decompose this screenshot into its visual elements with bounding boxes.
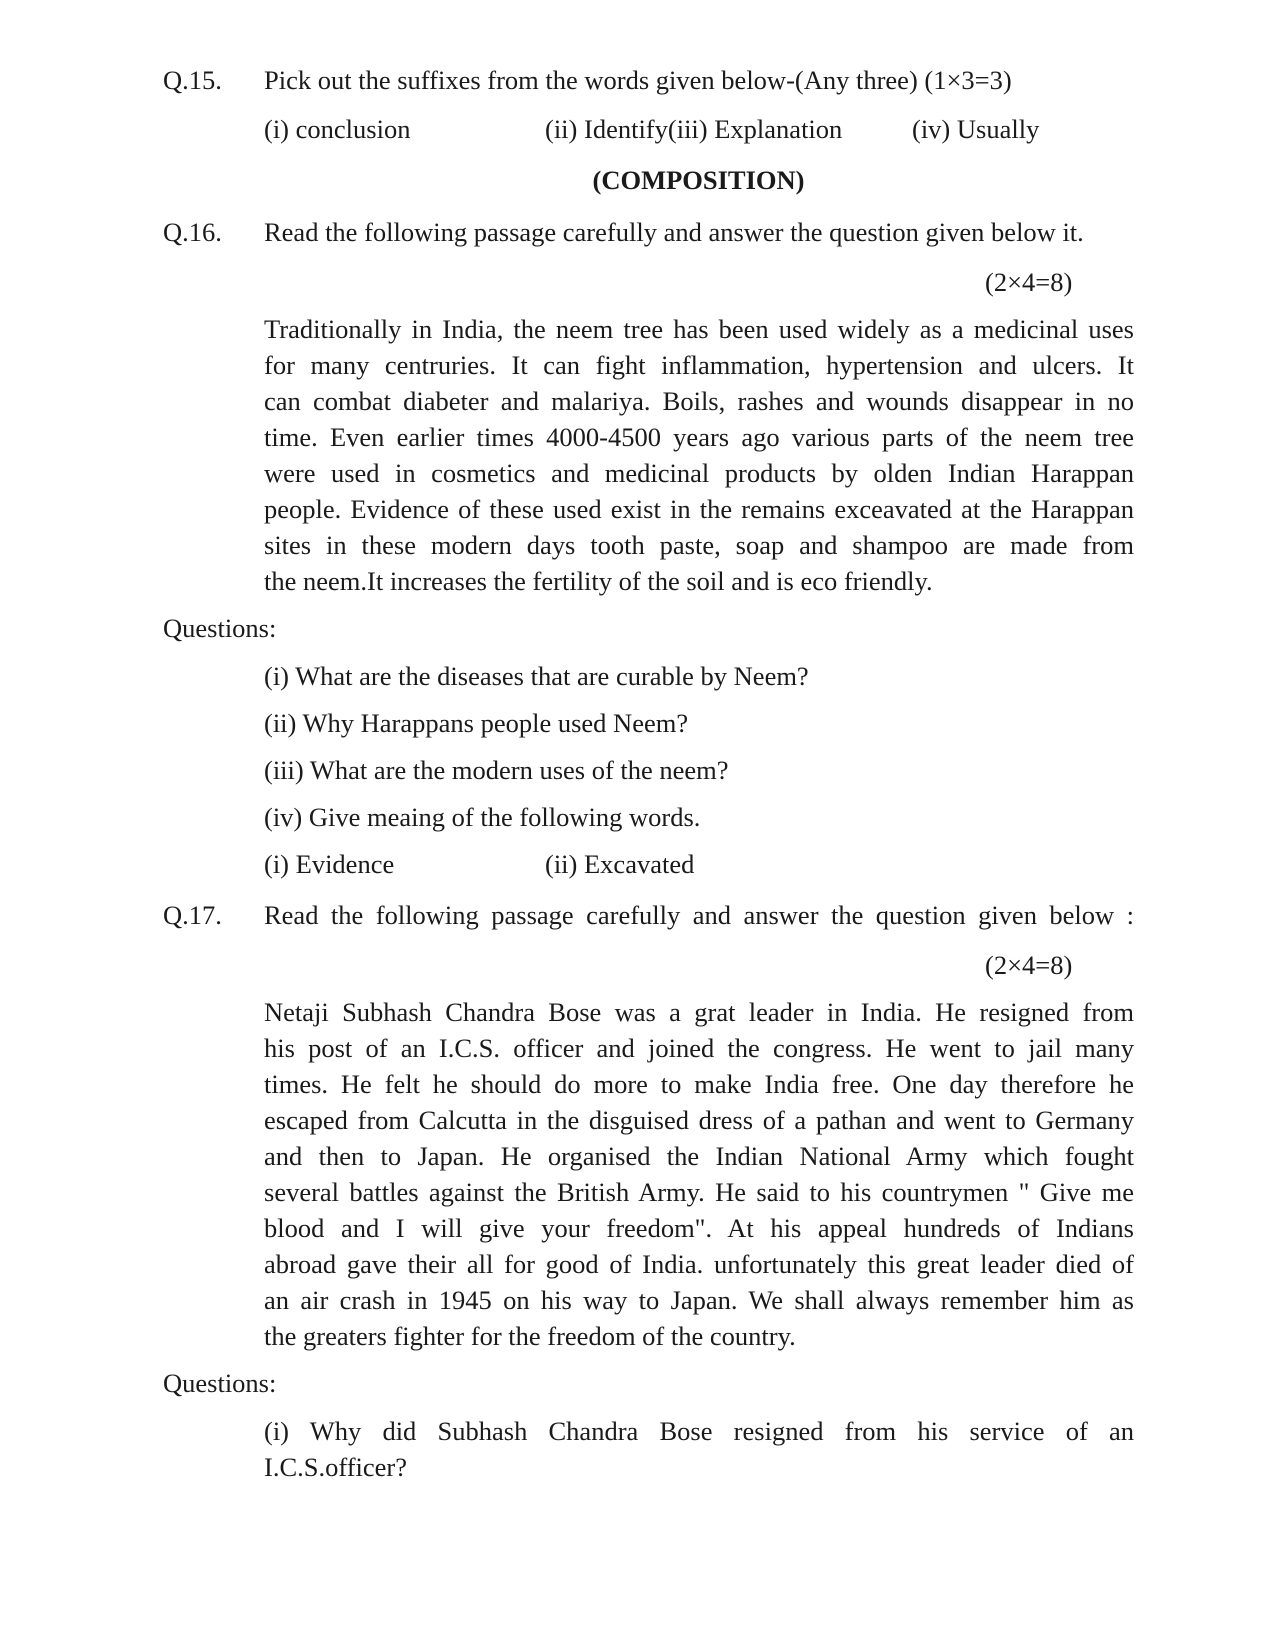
q17-question: Read the following passage carefully and answer the question given below :	[264, 900, 1134, 930]
q15-number: Q.15.	[163, 65, 222, 95]
q17-questions-label: Questions:	[163, 1368, 277, 1398]
q17-question-item: (i) Why did Subhash Chandra Bose resigned from his service of an	[264, 1416, 1134, 1446]
q16-number: Q.16.	[163, 217, 222, 247]
composition-heading: (COMPOSITION)	[592, 165, 805, 195]
q17-passage-line: several battles against the British Army. He said to his countrymen " Give me	[264, 1177, 1134, 1207]
q16-passage-line: for many centruries. It can fight inflammation, hypertension and ulcers. It	[264, 350, 1134, 380]
q17-passage-line: escaped from Calcutta in the disguised dress of a pathan and went to Germany	[264, 1105, 1134, 1135]
q17-question-item: I.C.S.officer?	[264, 1452, 408, 1482]
q17-passage-line: his post of an I.C.S. officer and joined the congress. He went to jail many	[264, 1033, 1134, 1063]
q17-marks: (2×4=8)	[985, 950, 1073, 980]
q16-question-item: (i) What are the diseases that are curable by Neem?	[264, 661, 809, 691]
q16-question-item: (iv) Give meaing of the following words.	[264, 802, 701, 832]
q17-passage-line: Netaji Subhash Chandra Bose was a grat leader in India. He resigned from	[264, 997, 1134, 1027]
q16-passage-line: were used in cosmetics and medicinal products by olden Indian Harappan	[264, 458, 1134, 488]
q16-question: Read the following passage carefully and answer the question given below it.	[264, 217, 1084, 247]
q16-questions-label: Questions:	[163, 613, 277, 643]
q16-word-2: (ii) Excavated	[545, 849, 695, 879]
q16-passage-line: people. Evidence of these used exist in the remains exceavated at the Harappan	[264, 494, 1134, 524]
q15-option-1: (i) conclusion	[264, 114, 411, 144]
q16-passage-line: time. Even earlier times 4000-4500 years ago various parts of the neem tree	[264, 422, 1134, 452]
q16-marks: (2×4=8)	[985, 267, 1073, 297]
q16-word-1: (i) Evidence	[264, 849, 395, 879]
q17-passage-line: the greaters fighter for the freedom of the country.	[264, 1321, 796, 1351]
q16-question-item: (iii) What are the modern uses of the neem?	[264, 755, 729, 785]
q17-passage-line: times. He felt he should do more to make India free. One day therefore he	[264, 1069, 1134, 1099]
q16-passage-line: Traditionally in India, the neem tree has been used widely as a medicinal uses	[264, 314, 1134, 344]
q16-passage-line: can combat diabeter and malariya. Boils, rashes and wounds disappear in no	[264, 386, 1134, 416]
q17-passage-line: abroad gave their all for good of India. unfortunately this great leader died of	[264, 1249, 1134, 1279]
q16-question-item: (ii) Why Harappans people used Neem?	[264, 708, 689, 738]
q16-passage-line: sites in these modern days tooth paste, soap and shampoo are made from	[264, 530, 1134, 560]
q16-passage-line: the neem.It increases the fertility of the soil and is eco friendly.	[264, 566, 933, 596]
q15-option-3: (iv) Usually	[912, 114, 1040, 144]
q17-passage-line: blood and I will give your freedom". At his appeal hundreds of Indians	[264, 1213, 1134, 1243]
q17-passage-line: an air crash in 1945 on his way to Japan. We shall always remember him as	[264, 1285, 1134, 1315]
q15-option-2: (ii) Identify(iii) Explanation	[545, 114, 843, 144]
q15-question: Pick out the suffixes from the words given below-(Any three) (1×3=3)	[264, 65, 1012, 95]
q17-number: Q.17.	[163, 900, 222, 930]
q17-passage-line: and then to Japan. He organised the Indian National Army which fought	[264, 1141, 1134, 1171]
